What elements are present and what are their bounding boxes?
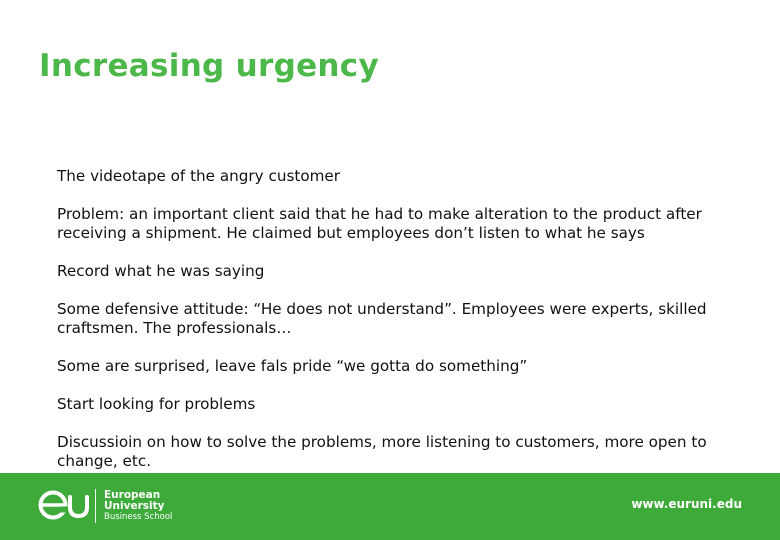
body-paragraph: Some are surprised, leave fals pride “we gotta do something” (57, 357, 528, 375)
eu-logo-icon (38, 487, 92, 523)
slide-body (57, 167, 757, 490)
footer-bar (0, 473, 780, 540)
logo-line-business-school: Business School (104, 512, 173, 522)
logo-wordmark (104, 490, 172, 523)
body-paragraph: Start looking for problems (57, 395, 256, 413)
logo-divider (95, 489, 96, 523)
body-paragraph: Some defensive attitude: “He does not understand”. Employees were experts, skilled craftsmen. The professionals… (57, 300, 707, 337)
slide-title: Increasing urgency (39, 48, 379, 84)
university-logo (38, 487, 178, 525)
body-paragraph: Problem: an important client said that he had to make alteration to the product after receiving a shipment. He claimed but employees don’t listen to what he says (57, 205, 702, 242)
body-paragraph: The videotape of the angry customer (57, 167, 341, 185)
body-paragraph: Discussioin on how to solve the problems, more listening to customers, more open to change, etc. (57, 433, 707, 470)
website-link[interactable]: www.euruni.edu (631, 497, 742, 511)
logo-line-european: European (104, 489, 161, 501)
body-paragraph: Record what he was saying (57, 262, 265, 280)
logo-line-university: University (104, 500, 165, 512)
